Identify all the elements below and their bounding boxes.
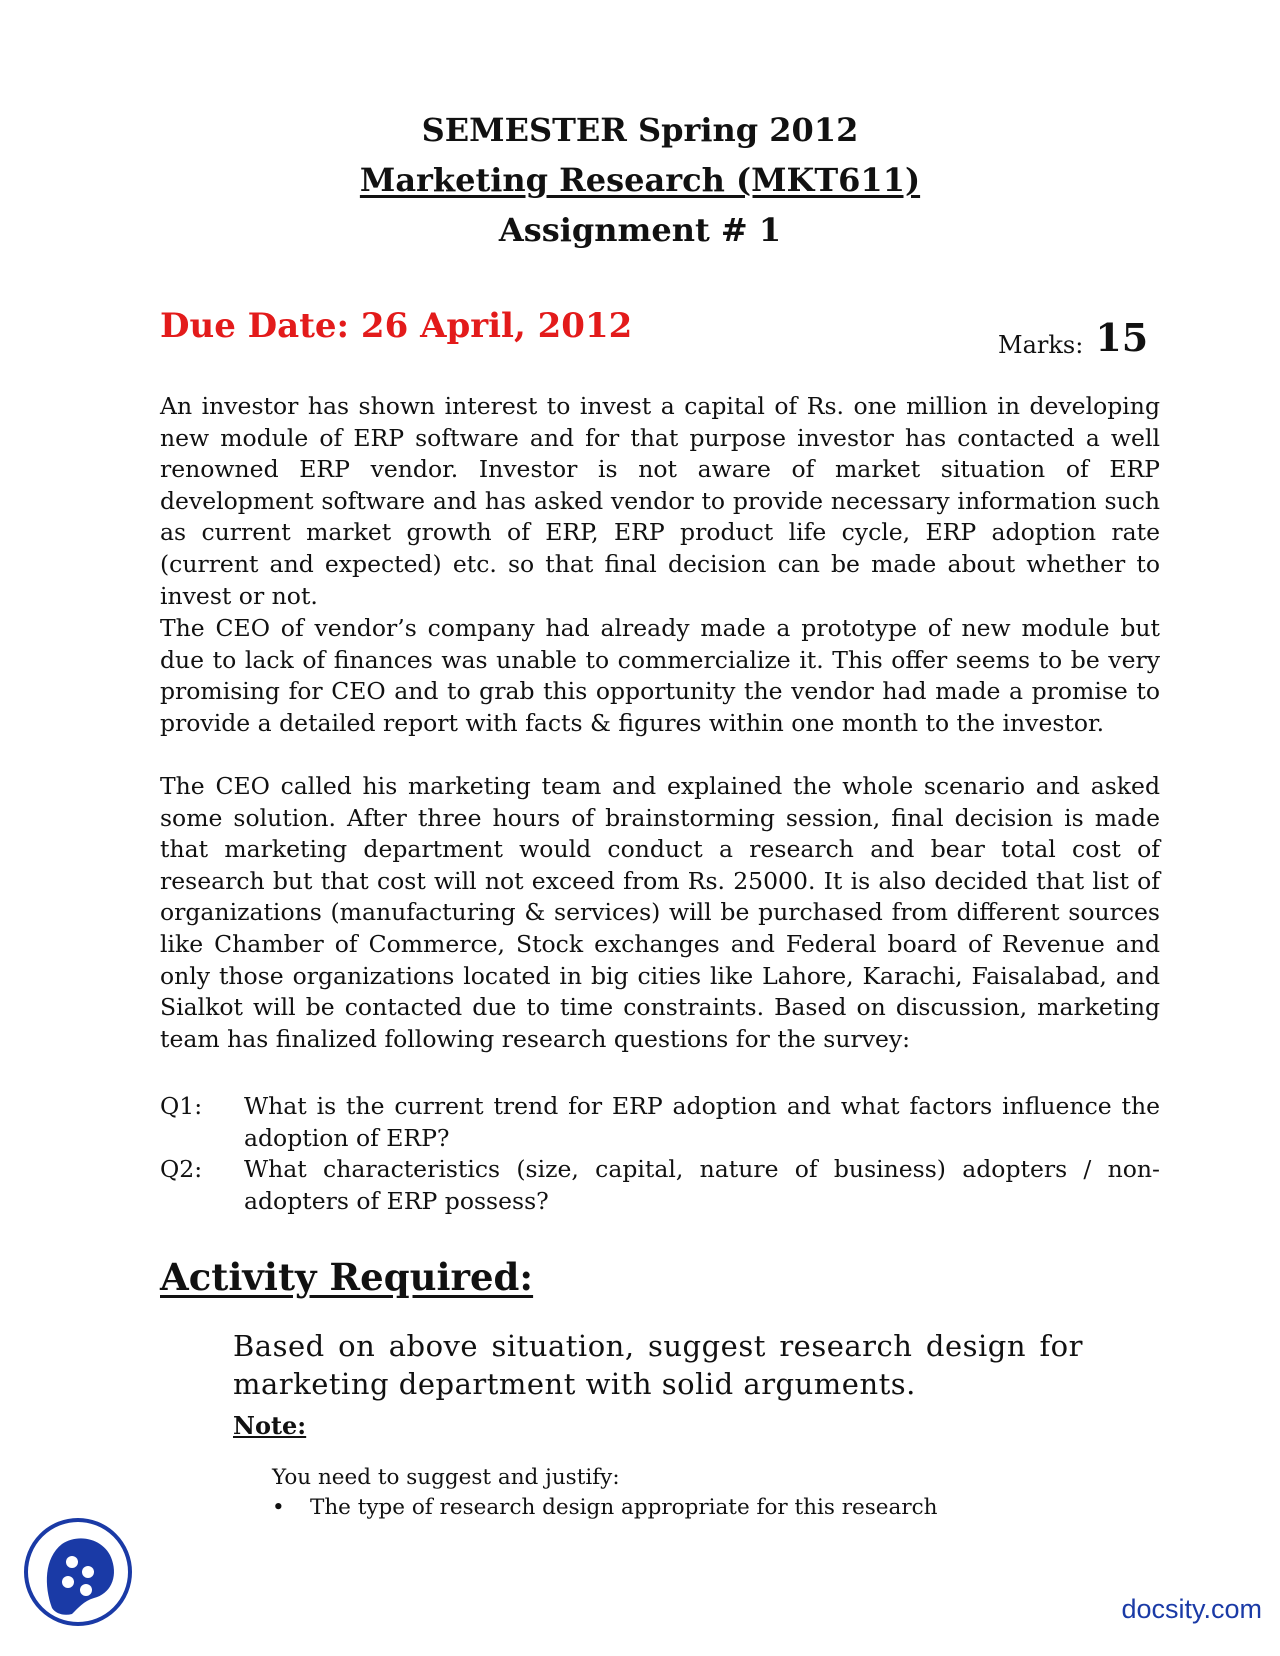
question-text: What is the current trend for ERP adoption and what factors influence the adoption of ERP? — [244, 1092, 1160, 1152]
marks-label: Marks: — [998, 331, 1084, 359]
paragraph-ceo-prototype: The CEO of vendor’s company had already made a prototype of new module but due to lack of finances was unable to commercialize it. This offer seems to be very promising for CEO and to grab this opportunity the vendor had made a promise to provide a detailed report with facts & figures within one month to the investor. — [160, 614, 1160, 737]
question-text: What characteristics (size, capital, nature of business) adopters / non-adopters of ERP possess? — [244, 1155, 1160, 1215]
question-label: Q1: — [160, 1092, 203, 1120]
question-label: Q2: — [160, 1155, 203, 1183]
note-intro: You need to suggest and justify: — [272, 1465, 620, 1490]
note-label: Note: — [233, 1411, 307, 1440]
due-date: Due Date: 26 April, 2012 — [160, 306, 633, 346]
semester-title: SEMESTER Spring 2012 — [421, 111, 859, 149]
docsity-logo-icon — [22, 1516, 134, 1628]
list-item-text: The type of research design appropriate for this research — [310, 1495, 938, 1520]
assignment-title: Assignment # 1 — [498, 211, 782, 249]
paragraph-investor: An investor has shown interest to invest a capital of Rs. one million in developing new module of ERP software and for that purpose investor has contacted a well renowned ERP vendor. Investor is not aware of market situation of ERP development software and has asked vendor to provide necessary information such as current market growth of ERP, ERP product life cycle, ERP adoption rate (current and expected) etc. so that final decision can be made about whether to invest or not. — [160, 392, 1160, 610]
list-item — [272, 1492, 938, 1524]
course-title: Marketing Research (MKT611) — [359, 161, 921, 199]
paragraph-marketing-team: The CEO called his marketing team and explained the whole scenario and asked some solution. After three hours of brainstorming session, final decision is made that marketing department would conduct a research and bear total cost of research but that cost will not exceed from Rs. 25000. It is also decided that list of organizations (manufacturing & services) will be purchased from different sources like Chamber of Commerce, Stock exchanges and Federal board of Revenue and only those organizations located in big cities like Lahore, Karachi, Faisalabad, and Sialkot will be contacted due to time constraints. Based on discussion, marketing team has finalized following research questions for the survey: — [160, 772, 1160, 1053]
activity-text: Based on above situation, suggest research design for marketing department with solid arguments. — [233, 1329, 1083, 1401]
question-2 — [160, 1154, 1160, 1217]
marks-value: 15 — [1095, 315, 1149, 360]
note-list — [272, 1492, 938, 1524]
question-1 — [160, 1091, 1160, 1154]
marks — [998, 315, 1149, 365]
docsity-watermark: docsity.com — [1121, 1594, 1262, 1624]
activity-heading: Activity Required: — [160, 1255, 534, 1299]
bullet-icon: • — [272, 1495, 285, 1520]
